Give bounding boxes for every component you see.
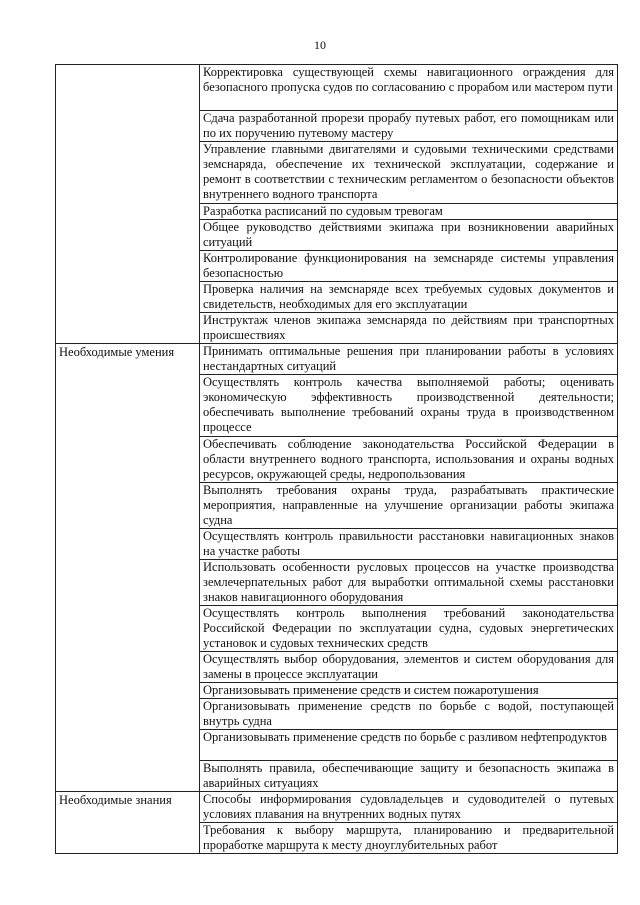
table-cell: Использовать особенности русловых процессов на участке производства землечерпательных работ для выработки оптимальной схемы расстановки знаков навигационного оборудования [200,560,618,606]
section-label-cell [56,344,200,792]
section-label-cell [56,65,200,344]
table-cell: Осуществлять выбор оборудования, элементов и систем оборудования для замены в процессе эксплуатации [200,652,618,683]
table-cell: Инструктаж членов экипажа земснаряда по действиям при транспортных происшествиях [200,313,618,344]
table-cell: Управление главными двигателями и судовыми техническими средствами земснаряда, обеспечение их технической эксплуатации, содержание и ремонт в соответствии с техническим регламентом о безопасности объектов внутреннего водного транспорта [200,142,618,204]
table-cell: Принимать оптимальные решения при планировании работы в условиях нестандартных ситуаций [200,344,618,375]
table-cell: Осуществлять контроль правильности расстановки навигационных знаков на участке работы [200,529,618,560]
table-cell: Организовывать применение средств по борьбе с разливом нефтепродуктов [200,730,618,761]
table-cell: Осуществлять контроль качества выполняемой работы; оценивать экономическую эффективность производственной деятельности; обеспечивать выполнение требований охраны труда в производственном процессе [200,375,618,437]
table-row [56,344,618,375]
section-label-cell [56,792,200,854]
table-cell: Контролирование функционирования на земснаряде системы управления безопасностью [200,251,618,282]
table-cell: Корректировка существующей схемы навигационного ограждения для безопасного пропуска судов по согласованию с прорабом или мастером пути [200,65,618,111]
table-row [56,65,618,111]
table-cell: Обеспечивать соблюдение законодательства Российской Федерации в области внутреннего водного транспорта, использования и охраны водных ресурсов, окружающей среды, недропользования [200,437,618,483]
competency-table-body [56,65,618,854]
section-label [59,65,196,66]
table-cell: Проверка наличия на земснаряде всех требуемых судовых документов и свидетельств, необходимых для его эксплуатации [200,282,618,313]
section-label: Необходимые умения [59,345,175,359]
table-cell: Сдача разработанной прорези прорабу путевых работ, его помощникам или по их поручению путевому мастеру [200,111,618,142]
table-cell: Разработка расписаний по судовым тревогам [200,204,618,220]
table-cell: Общее руководство действиями экипажа при возникновении аварийных ситуаций [200,220,618,251]
table-cell: Способы информирования судовладельцев и судоводителей о путевых условиях плавания на внутренних водных путях [200,792,618,823]
competency-table [55,64,618,854]
table-row [56,792,618,823]
table-cell: Требования к выбору маршрута, планированию и предварительной проработке маршрута к месту дноуглубительных работ [200,823,618,854]
section-label: Необходимые знания [59,793,172,807]
table-cell: Выполнять требования охраны труда, разрабатывать практические мероприятия, направленные на улучшение организации работы экипажа судна [200,483,618,529]
table-cell: Осуществлять контроль выполнения требований законодательства Российской Федерации по эксплуатации судна, судовых энергетических установок и судовых технических средств [200,606,618,652]
table-cell: Организовывать применение средств по борьбе с водой, поступающей внутрь судна [200,699,618,730]
table-cell: Выполнять правила, обеспечивающие защиту и безопасность экипажа в аварийных ситуациях [200,761,618,792]
table-cell: Организовывать применение средств и систем пожаротушения [200,683,618,699]
page-number: 10 [314,38,326,52]
